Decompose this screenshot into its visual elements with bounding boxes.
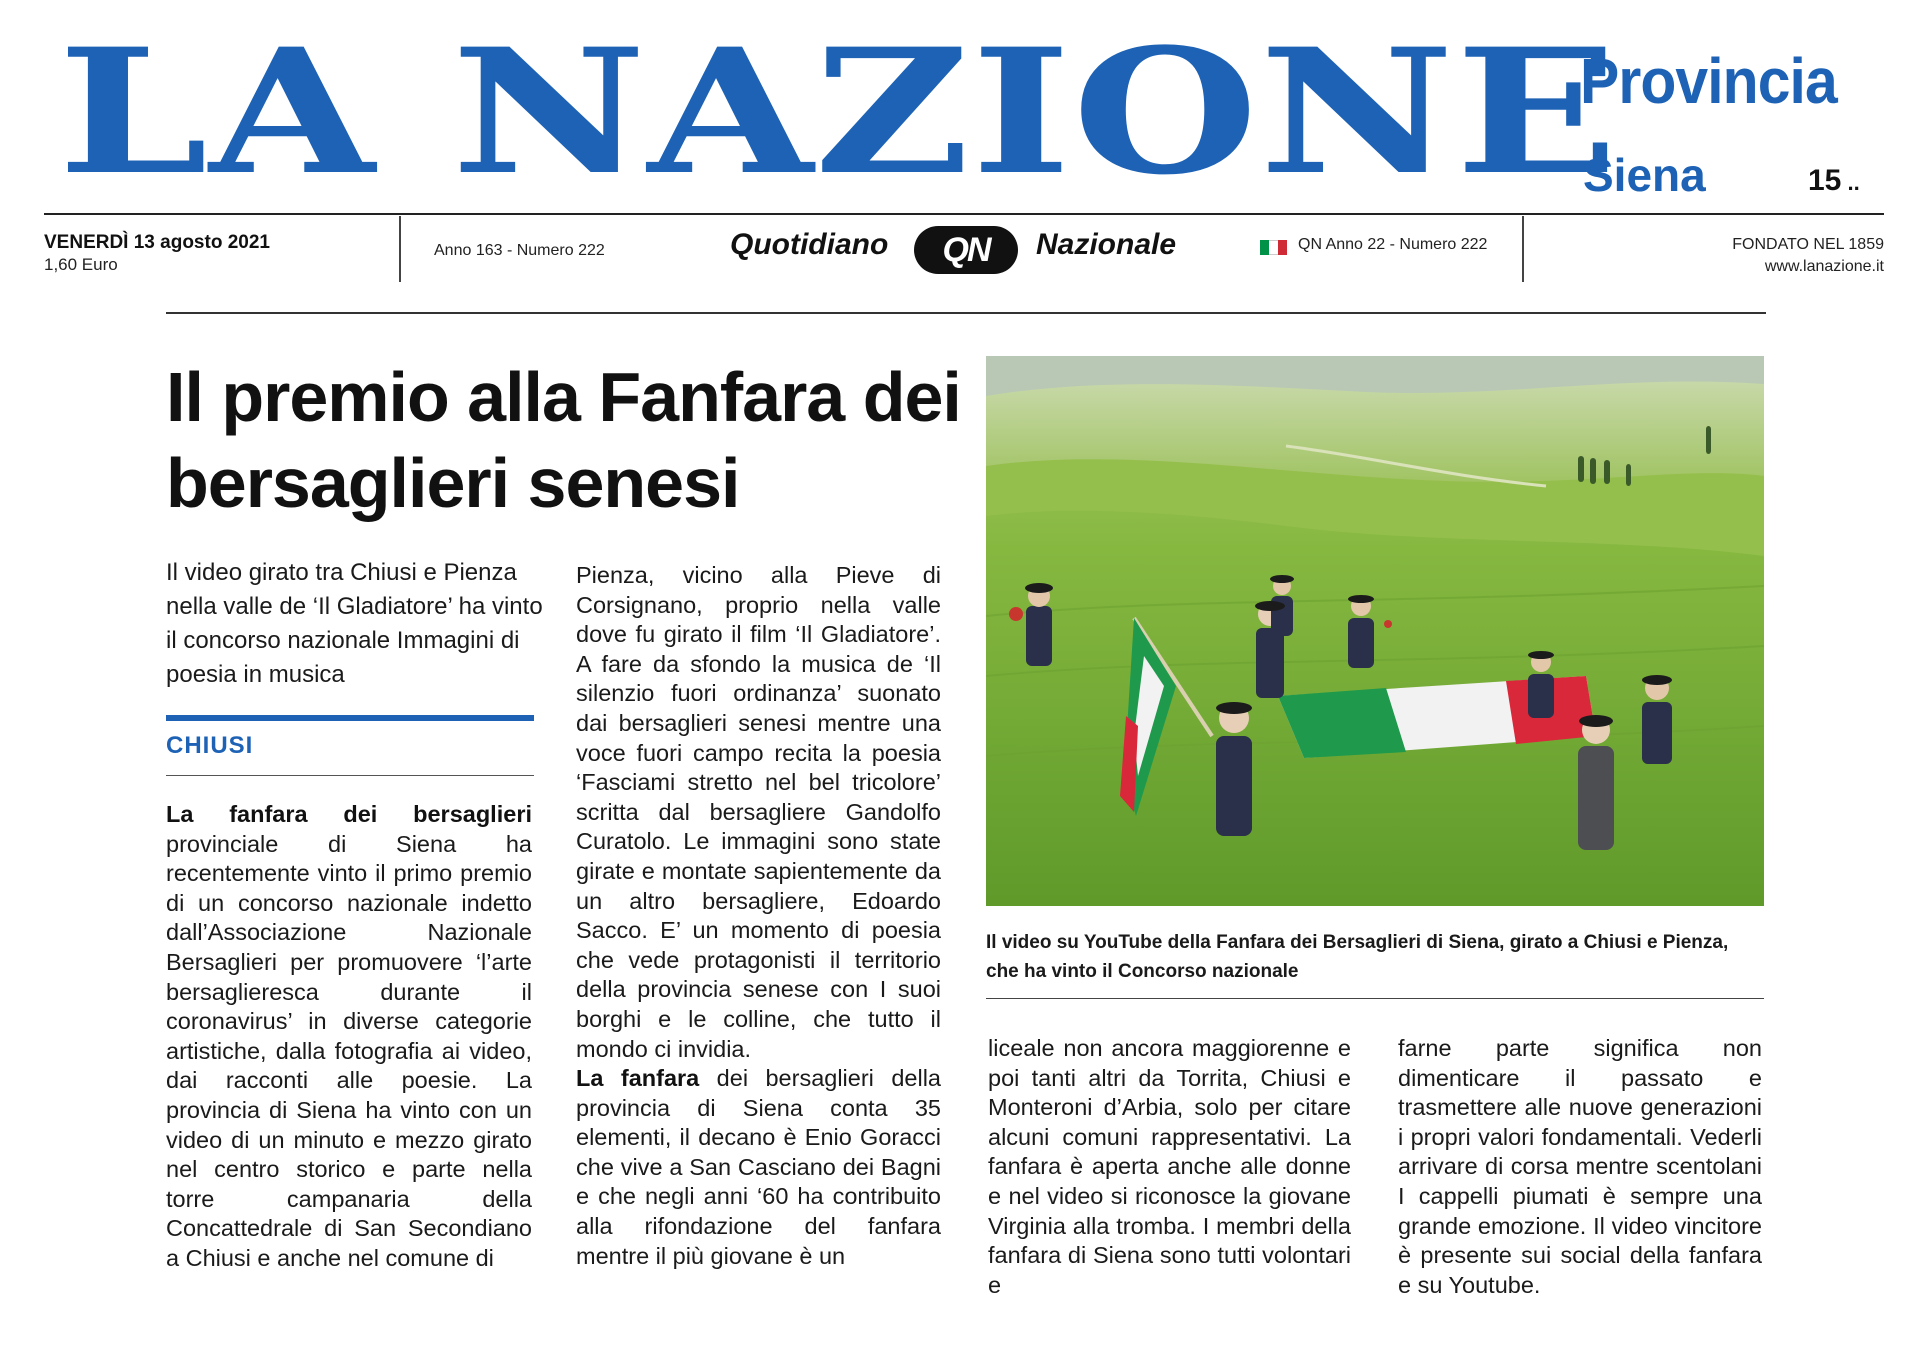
italian-flag-icon (1260, 240, 1287, 255)
photo-fanfara-field-icon (986, 356, 1764, 906)
column-text: liceale non ancora maggiorenne e poi tanti altri da Torrita, Chiusi e Monteroni d’Arbia, solo per citare alcuni comuni rappresentativi. La fanfara è aperta anche alle donne e nel video si riconosce la giovane Virginia alla tromba. I membri della fanfara di Siena sono tutti volontari e (988, 1035, 1351, 1298)
section-rule (166, 312, 1766, 314)
article-column-4 (1398, 1034, 1762, 1300)
column-text: dei bersaglieri della provincia di Siena conta 35 elementi, il decano è Enio Goracci che vive a San Casciano dei Bagni e che negli anni ‘60 ha contribuito alla rifondazione del fanfara mentre il più giovane è un (576, 1065, 941, 1269)
column-text: provinciale di Siena ha recentemente vinto il primo premio di un concorso nazionale indetto dall’Associazione Nazionale Bersaglieri per promuovere ‘l’arte bersaglieresca durante il coronavirus’ in diverse categorie artistiche, dalla fotografia ai video, dai racconti alle poesie. La provincia di Siena ha vinto con un video di un minuto e mezzo girato nel centro storico e parte nella torre campanaria della Concattedrale di San Secondiano a Chiusi e anche nel comune di (166, 830, 532, 1271)
page-number-value: 15 (1808, 164, 1842, 197)
qn-logo: QN (914, 226, 1018, 274)
article-column-3 (988, 1034, 1351, 1300)
article-photo (986, 356, 1764, 906)
lead-in: La fanfara (576, 1065, 700, 1092)
issue-date: VENERDÌ 13 agosto 2021 (44, 232, 270, 253)
issue-number: Anno 163 - Numero 222 (434, 242, 605, 259)
article-headline: Il premio alla Fanfara dei bersaglieri senesi (166, 358, 961, 522)
column-text: Pienza, vicino alla Pieve di Corsignano, proprio nella valle dove fu girato il film ‘Il Gladiatore’. A fare da sfondo la musica de ‘Il silenzio fuori ordinanza’ suonato dai bersaglieri senesi mentre una voce fuori campo recita la poesia ‘Fasciami stretto nel bel tricolore’ scritta dal bersagliere Gandolfo Curatolo. Le immagini sono state girate e montate sapientemente da un altro bersagliere, Edoardo Sacco. E’ un momento di poesia che vede protagonisti il territorio della provincia senese con I suoi borghi e le colline, che tutto il mondo ci invidia. (576, 562, 941, 1062)
kicker-rule (166, 715, 534, 721)
article-subhead: Il video girato tra Chiusi e Pienza nella valle de ‘Il Gladiatore’ ha vinto il concorso nazionale Immagini di poesia in musica (166, 559, 543, 688)
column-text: farne parte significa non dimenticare il passato e trasmettere alle nuove generazioni i propri valori fondamentali. Vederli arrivare di corsa mentre scentolani I cappelli piumati è sempre una grande emozione. Il video vincitore è presente sui social della fanfara e su Youtube. (1398, 1035, 1762, 1298)
founded-label: FONDATO NEL 1859 (1732, 236, 1884, 253)
caption-rule (986, 998, 1764, 999)
masthead-title: LA NAZIONE (58, 10, 1620, 213)
lead-in: La fanfara dei bersaglieri (166, 801, 532, 827)
masthead-rule (44, 213, 1884, 215)
qn-label-right: Nazionale (1036, 228, 1177, 261)
page-number: 15 .. (1808, 164, 1860, 197)
qn-label-left: Quotidiano (730, 228, 889, 261)
article-column-2 (576, 561, 941, 1271)
website-link[interactable]: www.lanazione.it (1764, 258, 1884, 275)
article-kicker: CHIUSI (166, 732, 254, 759)
photo-caption: Il video su YouTube della Fanfara dei Bersaglieri di Siena, girato a Chiusi e Pienza, che ha vinto il Concorso nazionale (986, 932, 1729, 982)
article-column-1 (166, 800, 532, 1274)
edition-type: Provincia (1580, 45, 1837, 117)
divider (399, 216, 401, 282)
kicker-underline (166, 775, 534, 776)
edition-city: Siena (1583, 149, 1706, 201)
issue-price: 1,60 Euro (44, 255, 118, 274)
qn-issue-number: QN Anno 22 - Numero 222 (1298, 236, 1488, 253)
divider (1522, 216, 1524, 282)
